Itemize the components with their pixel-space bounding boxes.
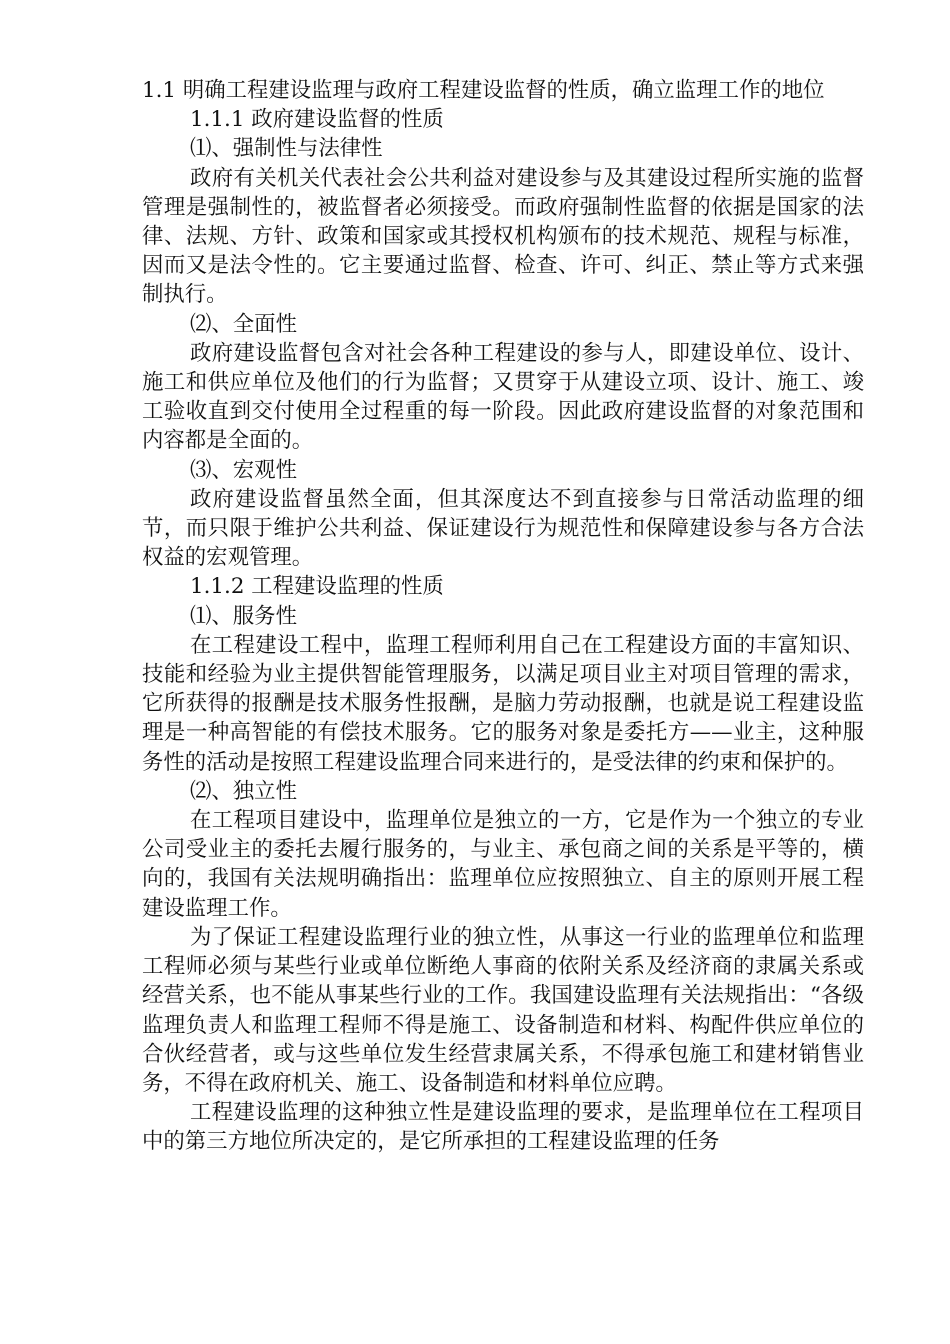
paragraph-independence-2: 为了保证工程建设监理行业的独立性，从事这一行业的监理单位和监理工程师必须与某些行业或单位断绝人事商的依附关系及经济商的隶属关系或经营关系，也不能从事某些行业的工作。我国建设监理有关法规指出：“各级监理负责人和监理工程师不得是施工、设备制造和材料、构配件供应单位的合伙经营者，或与这些单位发生经营隶属关系，不得承包施工和建材销售业务，不得在政府机关、施工、设备制造和材料单位应聘。 (142, 924, 864, 1096)
item-heading-macro: ⑶、宏观性 (190, 457, 297, 483)
subsection-heading-1-1-2: 1.1.2 工程建设监理的性质 (190, 574, 444, 600)
paragraph-independence-1: 在工程项目建设中，监理单位是独立的一方，它是作为一个独立的专业公司受业主的委托去履行服务的，与业主、承包商之间的关系是平等的，横向的，我国有关法规明确指出：监理单位应按照独立、自主的原则开展工程建设监理工作。 (142, 808, 864, 921)
subsection-heading-1-1-1: 1.1.1 政府建设监督的性质 (190, 107, 444, 133)
paragraph-service: 在工程建设工程中，监理工程师利用自己在工程建设方面的丰富知识、技能和经验为业主提供智能管理服务，以满足项目业主对项目管理的需求，它所获得的报酬是技术服务性报酬，是脑力劳动报酬，也就是说工程建设监理是一种高智能的有偿技术服务。它的服务对象是委托方——业主，这种服务性的活动是按照工程建设监理合同来进行的，是受法律的约束和保护的。 (142, 632, 864, 775)
section-heading-1-1: 1.1 明确工程建设监理与政府工程建设监督的性质，确立监理工作的地位 (142, 78, 825, 103)
paragraph-independence-3: 工程建设监理的这种独立性是建设监理的要求，是监理单位在工程项目中的第三方地位所决定的，是它所承担的工程建设监理的任务 (142, 1100, 864, 1155)
item-heading-comprehensive: ⑵、全面性 (190, 311, 297, 337)
document-page (142, 76, 864, 1157)
paragraph-compulsory: 政府有关机关代表社会公共利益对建设参与及其建设过程所实施的监督管理是强制性的，被监督者必须接受。而政府强制性监督的依据是国家的法律、法规、方针、政策和国家或其授权机构颁布的技术规范、规程与标准，因而又是法令性的。它主要通过监督、检查、许可、纠正、禁止等方式来强制执行。 (142, 165, 864, 308)
paragraph-comprehensive: 政府建设监督包含对社会各种工程建设的参与人，即建设单位、设计、施工和供应单位及他们的行为监督；又贯穿于从建设立项、设计、施工、竣工验收直到交付使用全过程重的每一阶段。因此政府建设监督的对象范围和内容都是全面的。 (142, 340, 864, 454)
item-heading-independence: ⑵、独立性 (190, 778, 297, 804)
item-heading-compulsory: ⑴、强制性与法律性 (190, 136, 383, 162)
item-heading-service: ⑴、服务性 (190, 603, 297, 629)
paragraph-macro: 政府建设监督虽然全面，但其深度达不到直接参与日常活动监理的细节，而只限于维护公共利益、保证建设行为规范性和保障建设参与各方合法权益的宏观管理。 (142, 486, 864, 571)
